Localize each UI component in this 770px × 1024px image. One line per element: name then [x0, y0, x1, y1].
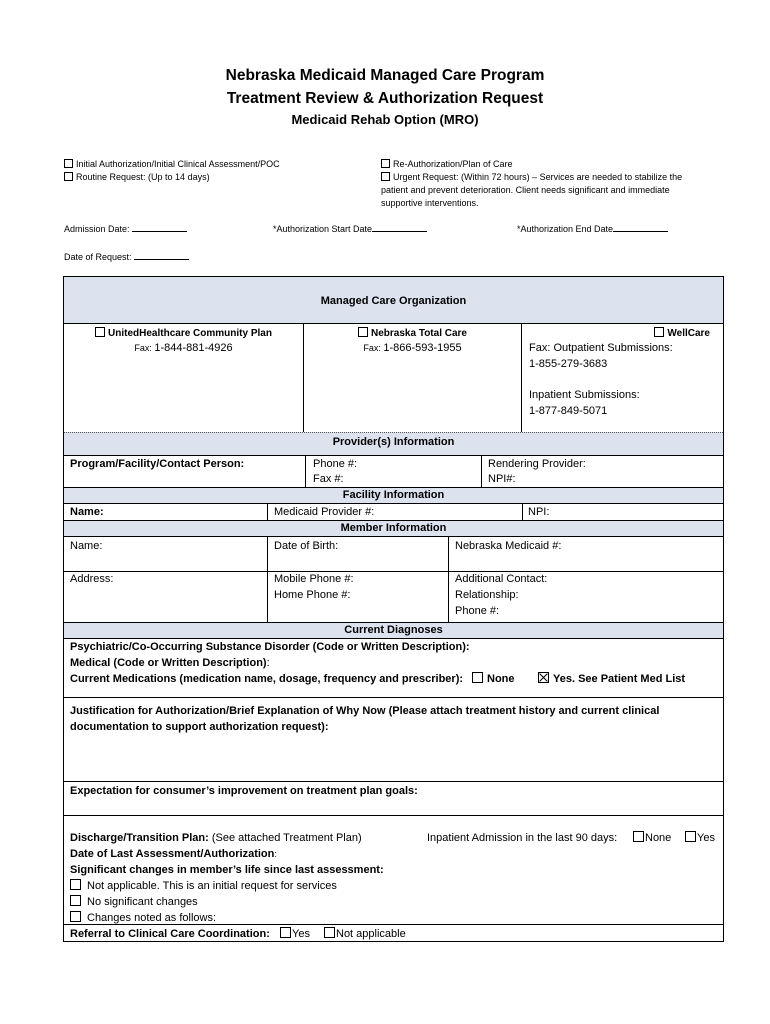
medicaid-provider-label: Medicaid Provider #:	[274, 506, 375, 518]
inpatient-none-option[interactable]: None	[633, 831, 671, 847]
checkbox-icon[interactable]	[64, 172, 73, 181]
authorization-end-date-field[interactable]: *Authorization End Date	[517, 222, 668, 236]
checkbox-icon[interactable]	[70, 895, 81, 906]
mobile-phone-label: Mobile Phone #:	[274, 573, 354, 585]
discharge-plan-label: Discharge/Transition Plan: (See attached Treatment Plan)	[70, 832, 362, 844]
program-facility-contact-label: Program/Facility/Contact Person:	[70, 458, 245, 470]
last-assessment-label: Date of Last Assessment/Authorization:	[70, 848, 277, 860]
wellcare-outpatient-fax: 1-855-279-3683	[529, 358, 608, 370]
current-medications-label: Current Medications (medication name, dosage, frequency and prescriber):	[70, 673, 464, 685]
mco-heading: Managed Care Organization	[320, 295, 467, 307]
checkbox-icon[interactable]	[64, 159, 73, 168]
facility-name-label: Name:	[70, 506, 104, 518]
checkbox-icon[interactable]	[358, 327, 368, 337]
medical-diagnosis-label: Medical (Code or Written Description):	[70, 657, 270, 669]
authorization-table	[63, 276, 724, 942]
relationship-label: Relationship:	[455, 589, 519, 601]
checkbox-icon[interactable]	[381, 172, 390, 181]
facility-heading: Facility Information	[342, 489, 445, 501]
medications-yes-option[interactable]: Yes. See Patient Med List	[538, 672, 685, 688]
expectation-label: Expectation for consumer’s improvement on treatment plan goals:	[70, 785, 418, 797]
checked-checkbox-icon[interactable]	[538, 672, 549, 683]
wellcare-inpatient-fax: 1-877-849-5071	[529, 405, 608, 417]
form-title: Nebraska Medicaid Managed Care Program	[225, 67, 545, 84]
referral-yes-option[interactable]: Yes	[280, 927, 310, 943]
diagnoses-heading: Current Diagnoses	[344, 624, 443, 636]
checkbox-icon[interactable]	[95, 327, 105, 337]
referral-label: Referral to Clinical Care Coordination:	[70, 928, 270, 940]
initial-authorization-option[interactable]: Initial Authorization/Initial Clinical Assessment/POC	[64, 158, 280, 171]
checkbox-icon[interactable]	[654, 327, 664, 337]
nebraska-medicaid-label: Nebraska Medicaid #:	[455, 540, 562, 552]
member-address-label: Address:	[70, 573, 114, 585]
authorization-start-date-field[interactable]: *Authorization Start Date	[273, 222, 427, 236]
significant-changes-label: Significant changes in member’s life since last assessment:	[70, 864, 384, 876]
checkbox-icon[interactable]	[280, 927, 291, 938]
changes-noted-option[interactable]: Changes noted as follows:	[70, 911, 216, 927]
checkbox-icon[interactable]	[633, 831, 644, 842]
wellcare-outpatient-fax-label: Fax: Outpatient Submissions:	[529, 342, 673, 354]
rendering-provider-label: Rendering Provider:	[488, 458, 586, 470]
admission-date-field[interactable]: Admission Date:	[64, 222, 187, 236]
no-changes-option[interactable]: No significant changes	[70, 895, 198, 911]
member-name-label: Name:	[70, 540, 103, 552]
checkbox-icon[interactable]	[381, 159, 390, 168]
provider-fax-label: Fax #:	[313, 473, 344, 485]
ntc-option[interactable]: Nebraska Total Care Fax: 1-866-593-1955	[304, 326, 521, 356]
not-applicable-option[interactable]: Not applicable. This is an initial request for services	[70, 879, 337, 895]
checkbox-icon[interactable]	[685, 831, 696, 842]
referral-na-option[interactable]: Not applicable	[324, 927, 406, 943]
checkbox-icon[interactable]	[70, 911, 81, 922]
checkbox-icon[interactable]	[70, 879, 81, 890]
uhc-option[interactable]: UnitedHealthcare Community Plan Fax: 1-844-881-4926	[64, 326, 303, 356]
facility-npi-label: NPI:	[528, 506, 550, 518]
psychiatric-diagnosis-label: Psychiatric/Co-Occurring Substance Disorder (Code or Written Description):	[70, 641, 470, 653]
form-program: Medicaid Rehab Option (MRO)	[291, 112, 479, 127]
checkbox-icon[interactable]	[472, 672, 483, 683]
provider-heading: Provider(s) Information	[332, 436, 455, 448]
medications-none-option[interactable]: None	[472, 672, 515, 688]
justification-label: Justification for Authorization/Brief Explanation of Why Now (Please attach treatment history and current clinical documentation to support authorization request):	[70, 705, 660, 733]
wellcare-inpatient-label: Inpatient Submissions:	[529, 389, 640, 401]
inpatient-admission-label: Inpatient Admission in the last 90 days:	[427, 832, 618, 844]
urgent-request-option[interactable]: Urgent Request: (Within 72 hours) – Services are needed to stabilize the patient and prevent deterioration. Client needs significant and immediate supportive interventions.	[381, 172, 683, 208]
provider-npi-label: NPI#:	[488, 473, 516, 485]
routine-request-option[interactable]: Routine Request: (Up to 14 days)	[64, 171, 210, 184]
reauthorization-option[interactable]: Re-Authorization/Plan of Care	[381, 158, 513, 171]
form-subtitle: Treatment Review & Authorization Request	[226, 90, 544, 107]
wellcare-option[interactable]: WellCare	[522, 326, 710, 341]
home-phone-label: Home Phone #:	[274, 589, 351, 601]
request-date-field[interactable]: Date of Request:	[64, 250, 189, 264]
contact-phone-label: Phone #:	[455, 605, 500, 617]
provider-phone-label: Phone #:	[313, 458, 358, 470]
inpatient-yes-option[interactable]: Yes	[685, 831, 715, 847]
member-dob-label: Date of Birth:	[274, 540, 339, 552]
checkbox-icon[interactable]	[324, 927, 335, 938]
member-heading: Member Information	[340, 522, 447, 534]
additional-contact-label: Additional Contact:	[455, 573, 548, 585]
